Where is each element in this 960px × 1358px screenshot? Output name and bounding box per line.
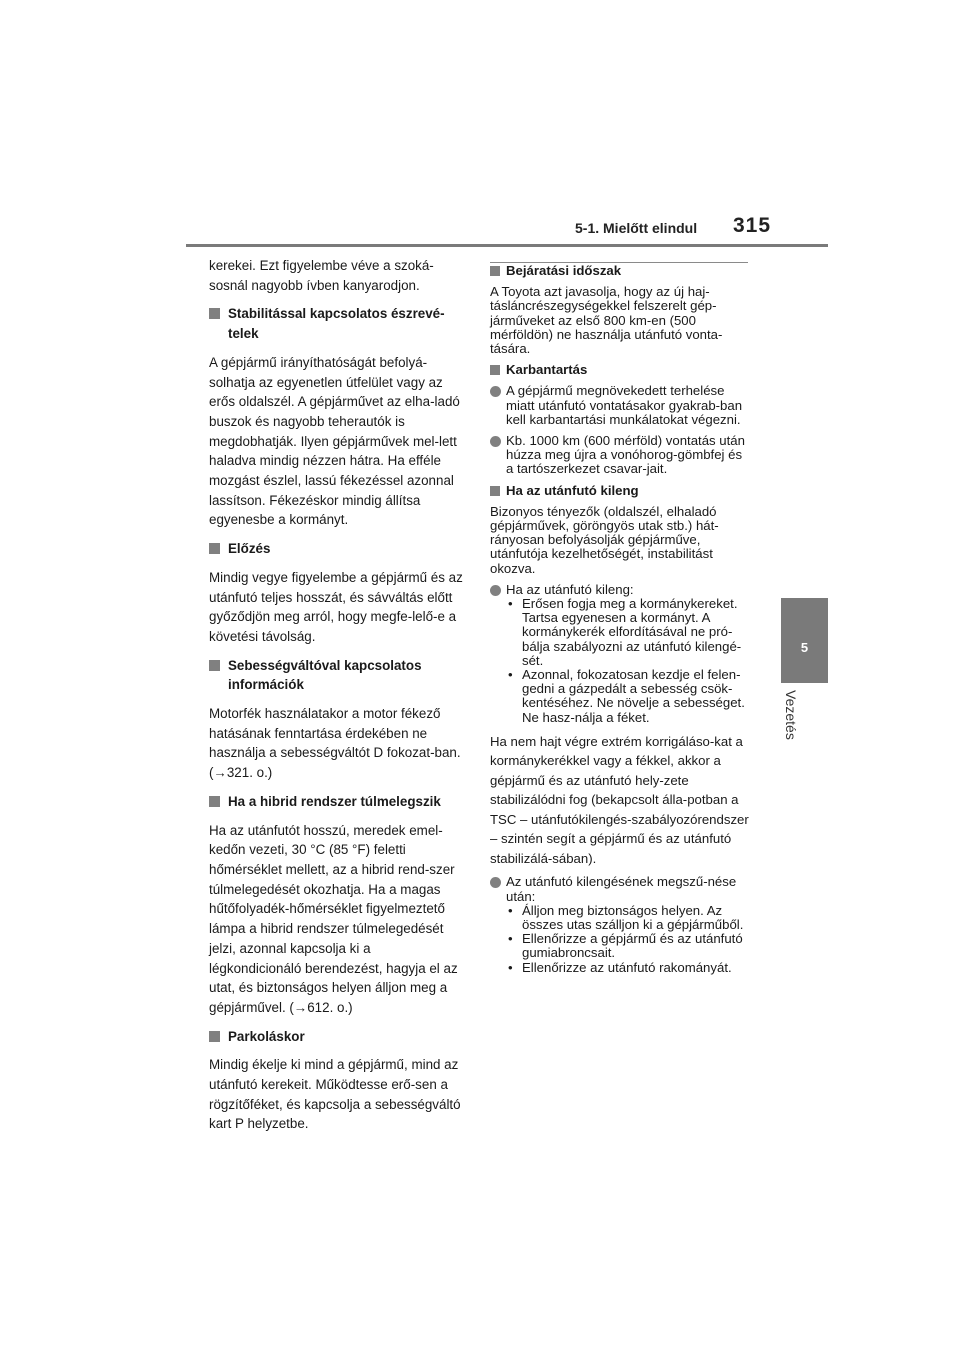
sway-item [506,668,752,725]
heading-overheat-text: Ha a hibrid rendszer túlmelegszik [228,793,441,809]
paragraph-break-in: A Toyota azt javasolja, hogy az új haj-tásláncrészegységekkel felszerelt gép-járműveket az első 800 km-en (500 mérföldön) ne használja utánfutó vonta-tására. [490,284,723,357]
heading-stability-text: Stabilitással kapcsolatos észrevé-telek [228,306,445,342]
header-rule [186,244,828,247]
section-title: 5-1. Mielőtt elindul [575,220,698,236]
heading-gearbox-text: Sebességváltóval kapcsolatos információk [228,657,422,693]
heading-stability [209,304,465,343]
circle-bullet-icon [490,877,501,888]
paragraph-parking: Mindig ékelje ki mind a gépjármű, mind az utánfutó kerekeit. Működtesse erő-sen a rögzítőféket, és kapcsolja a sebességváltó kart P helyzetbe. [209,1057,461,1132]
sway-item [506,597,752,668]
paragraph-gearbox: Motorfék használatakor a motor fékező hatásának fenntartása érdekében ne használja a sebességváltót D fokozat-ban. (→321. o.) [209,706,461,781]
dot-marker-icon: • [508,596,513,612]
paragraph-overheat: Ha az utánfutót hosszú, meredek emel-kedőn vezeti, 30 °C (85 °F) feletti hőmérséklet mellett, az a hibrid rend-szer túlmelegedését okozhatja. Ha a magas hűtőfolyadék-hőmérséklet figyelmeztető lámpa a hibrid rendszer túlmelegedését jelzi, azonnal kapcsolja ki a légkondicionáló berendezést, hagyja el az utat, és biztonságos helyen álljon meg a gépjárművel. (→612. o.) [209,822,458,1015]
square-bullet-icon [209,308,220,319]
heading-overtaking-text: Előzés [228,541,271,557]
bullet-maintenance-1 [490,384,752,427]
bullet-maintenance-1-text: A gépjármű megnövekedett terhelése miatt utánfutó vontatásakor gyakrab-ban kell karbantartási munkálatokat végezni. [506,383,743,427]
heading-parking-text: Parkoláskor [228,1028,305,1044]
paragraph-stability: A gépjármű irányíthatóságát befolyá-solhatja az egyenetlen útfelület vagy az erős oldalszél. A gépjárművet az elha-ladó buszok és nagyobb teherautók is megdobhatják. Ilyen gépjárművek mel-lett haladva mindig nézzen hátra. Ha efféle mozgást észlel, lassú fékezéssel azonnal lassítson. Fékezéskor mindig állítsa egyenesbe a kormányt. [209,354,460,528]
sway-item-text: Erősen fogja meg a kormánykereket. Tartsa egyenesen a kormányt. A kormánykerék elfordításával ne pró-bálja szabályozni az utánfutó kilengé-sét. [522,596,742,668]
bullet-maintenance-2-text: Kb. 1000 km (600 mérföld) vontatás után húzza meg újra a vonóhorog-gömbfej és a tartószerkezet csavar-jait. [506,433,745,477]
left-column [209,256,465,1143]
heading-parking [209,1027,465,1047]
after-item [506,961,752,975]
heading-trailer-sway-text: Ha az utánfutó kileng [506,482,639,498]
sway-item-text: Azonnal, fokozatosan kezdje el felen-gedni a gázpedált a sebesség csök-kentéséhez. Ne növelje a sebességet. Ne hasz-nálja a féket. [522,667,745,725]
chapter-label: Vezetés [783,690,799,740]
after-item [506,932,752,960]
bullet-if-sway [490,583,752,725]
intro-paragraph: kerekei. Ezt figyelembe véve a szoká-sosnál nagyobb ívben kanyarodjon. [209,258,434,293]
square-bullet-icon [209,1031,220,1042]
paragraph-overtaking: Mindig vegye figyelembe a gépjármű és az utánfutó teljes hosszát, és sávváltás előtt győződjön meg arról, hogy megfe-lelő-e a követési távolság. [209,569,463,644]
heading-trailer-sway [490,484,752,498]
square-bullet-icon [209,660,220,671]
square-bullet-icon [490,266,500,276]
bullet-after-sway [490,875,752,974]
square-bullet-icon [209,543,220,554]
heading-break-in [490,264,752,278]
after-item [506,904,752,932]
square-bullet-icon [490,486,500,496]
paragraph-trailer-sway: Bizonyos tényezők (oldalszél, elhaladó gépjárművek, göröngyös utak stb.) hát-rányosan befolyásolják gépjárműve, utánfutója kezelhetőségét, instabilitást okozva. [490,503,719,576]
dot-marker-icon: • [508,902,513,918]
bullet-after-sway-title: Az utánfutó kilengésének megszű-nése után: [506,874,737,904]
bullet-if-sway-title: Ha az utánfutó kileng: [506,581,634,597]
circle-bullet-icon [490,585,501,596]
square-bullet-icon [209,796,220,807]
after-item-text: Ellenőrizze az utánfutó rakományát. [522,959,732,975]
circle-bullet-icon [490,436,501,447]
paragraph-corrections: Ha nem hajt végre extrém korrigáláso-kat a kormánykerékkel vagy a fékkel, akkor a gépjármű és az utánfutó hely-zete stabilizálódni fog (bekapcsolt álla-potban a TSC – utánfutókilengés-szabályozórendszer – szintén segít a gépjármű és az utánfutó stabilizálá-sában). [490,733,749,866]
chapter-tab-number: 5 [800,640,809,655]
bullet-maintenance-2 [490,434,752,477]
heading-gearbox [209,656,465,695]
after-item-text: Álljon meg biztonságos helyen. Az összes utas szálljon ki a gépjárműből. [522,902,744,932]
dot-marker-icon: • [508,931,513,947]
after-item-text: Ellenőrizze a gépjármű és az utánfutó gumiabroncsait. [522,931,743,961]
dot-marker-icon: • [508,667,513,683]
dot-marker-icon: • [508,959,513,975]
heading-overtaking [209,539,465,559]
heading-maintenance [490,363,752,377]
chapter-tab [781,598,828,683]
page-number: 315 [733,214,772,237]
circle-bullet-icon [490,386,501,397]
heading-maintenance-text: Karbantartás [506,362,588,378]
heading-overheat [209,792,465,812]
heading-break-in-text: Bejáratási időszak [506,263,622,278]
square-bullet-icon [490,365,500,375]
right-column [490,264,752,982]
